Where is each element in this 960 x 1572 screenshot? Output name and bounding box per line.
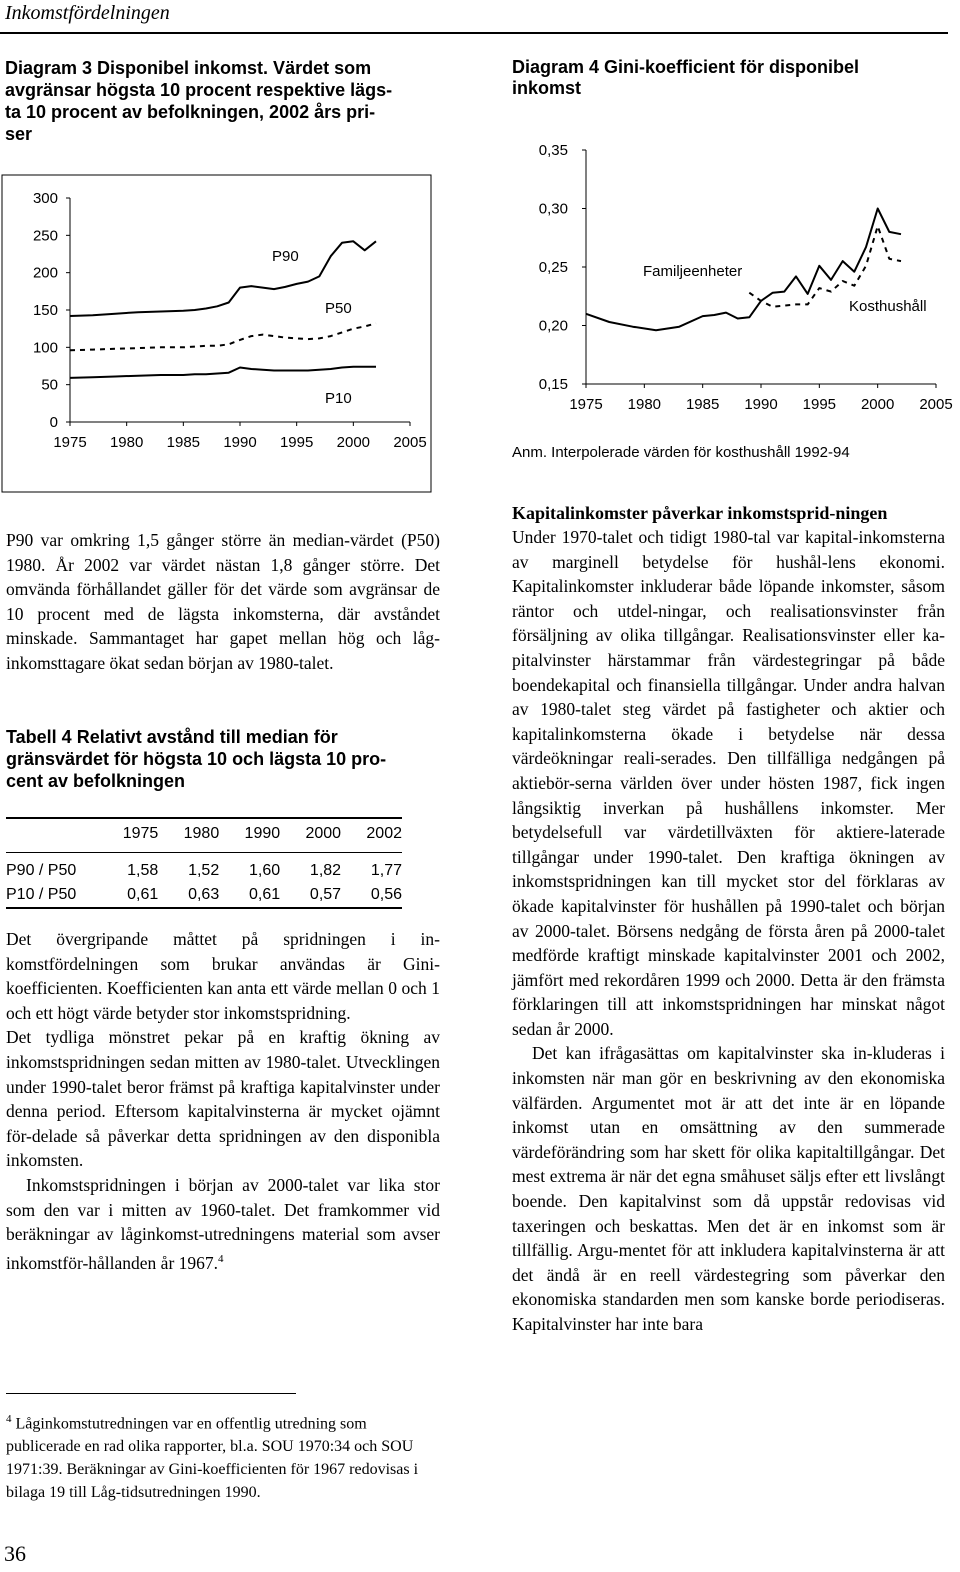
table4 [6,822,402,909]
table-header-row [6,822,402,846]
x-tick-label: 2005 [919,396,953,413]
table4-title-line: cent av befolkningen [6,771,186,791]
table-header-cell: 2000 [305,825,342,842]
table-header-cell: 1975 [122,825,159,842]
footnote-rule [6,1393,296,1394]
left-para-2 [6,927,440,1275]
x-tick-label: 2000 [336,434,371,451]
table-cell: 0,61 [97,883,158,908]
y-tick-label: 200 [32,264,58,282]
diagram3-title [5,57,435,145]
diagram4-note: Anm. Interpolerade värden för kosthushåll 1992-94 [512,444,850,461]
diagram3-chart [0,160,440,496]
footnote-ref: 4 [218,1252,224,1265]
x-tick-label: 1990 [223,434,257,451]
diagram3-title-line: ta 10 procent av befolkningen, 2002 års pri- [5,102,376,122]
table-cell: P10 / P50 [6,883,97,908]
footnote-number: 4 [6,1413,12,1425]
table-header-cell: 2002 [366,825,402,842]
table4-title-line: Tabell 4 Relativt avstånd till median för [6,727,338,747]
paragraph: Under 1970-talet och tidigt 1980-tal var kapital-inkomsterna av marginell betydelse för hushål-lens ekonomi. Kapitalinkomster inkluderar både löpande inkomster, såsom räntor och utdel-ningar, och realisationsvinster från försäljning av olika tillgångar. Realisationsvinster eller ka-pitalvinster härstammar från värdestegringar på både boendekapital och finansiella tillgångar. Under andra halvan av 1980-talet steg värdet på fastigheter och aktier och kapitalinkomsterna ökade i betydelse när dessa värdeökningar reali-serades. Den tillfälliga nedgången på aktiebör-serna världen över under hösten 1987, fick ingen långsiktig inverkan på hushållens inkomster. Mer betydelsefull var värdetillväxten för aktiere-laterade tillgångar under 1990-talet. Den kraftiga ökningen av inkomstspridningen kan till mycket stor del förklaras av ökade kapitalvinster för hushållen på 1990-talet och början av 2000-talet. Börsens nedgång de första åren på 2000-talet medförde kraftigt minskade kapitalvinster 2001 och 2002, jämfört med rekordåren 1999 och 2000. Detta är den främsta förklaringen till att inkomstspridningen har minskat något sedan år 2000. [512,527,945,1039]
x-tick-label: 1995 [279,434,314,451]
paragraph: P90 var omkring 1,5 gånger större än median-värdet (P50) 1980. År 2002 var värdet nästan 1,8 gånger större. Det omvända förhållandet gäller för det värde som avgränsar de 10 procent med de lägsta inkomsterna, där avståndet minskade. Sammantaget har gapet mellan hög och låg-inkomsttagare ökat sedan början av 1980-talet. [6,530,440,673]
series-line-p50 [70,323,376,350]
table-row [6,883,402,908]
table-cell: 0,57 [280,883,341,908]
diagram4-title [512,57,932,99]
paragraph: Det övergripande måttet på spridningen i in-komstfördelningen som brukar användas är Gini-koefficienten. Koefficienten kan anta ett värde mellan 0 och 1 och ett högt värde betyder stor inkomstspridning. [6,929,440,1023]
paragraph: Det tydliga mönstret pekar på en kraftig ökning av inkomstspridningen sedan mitten av 1980-talet. Utvecklingen under 1990-talet beror främst på kraftiga kapitalvinster under denna period. Eftersom kapitalvinsterna är mycket ojämnt för-delade så påverkar detta spridningen av den disponibla inkomsten. [6,1027,440,1171]
table-cell: 0,56 [341,883,402,908]
series-label-p50: P50 [325,300,352,317]
table4-top-rule [6,817,402,819]
x-tick-label: 2000 [860,396,895,413]
series-label-p90: P90 [272,248,299,265]
table4-title-line: gränsvärdet för högsta 10 och lägsta 10 pro- [6,749,387,769]
running-header: Inkomstfördelningen [5,2,170,24]
x-tick-label: 1980 [627,396,662,413]
diagram3-title-line: Diagram 3 Disponibel inkomst. Värdet som [5,58,372,78]
table-cell: P90 / P50 [6,862,77,879]
x-tick-label: 1985 [685,396,720,413]
y-tick-label: 150 [32,302,58,319]
table-header-cell [6,822,97,846]
x-tick-label: 1995 [802,396,837,413]
footnote [6,1408,438,1504]
footnote-text: Låginkomstutredningen var en offentlig utredning som publicerade en rad olika rapporter, bl.a. SOU 1970:34 och SOU 1971:39. Beräkningar av Gini-koefficienten för 1967 redovisas i bilaga 19 till Låg-tidsutredningen 1990. [6,1415,419,1502]
x-tick-label: 1990 [744,396,778,413]
paragraph-text: Inkomstspridningen i början av 2000-talet var lika stor som den var i mitten av 1960-talet. Det framkommer vid beräkningar av låginkomst-utredningens material som avser inkomstför-hållanden år 1967. [6,1174,440,1273]
y-tick-label: 0,30 [538,200,568,218]
left-para-1 [6,528,440,676]
page-number: 36 [4,1541,26,1566]
table-cell: 0,61 [219,883,280,908]
table4-title [6,726,446,792]
paragraph [6,1173,440,1275]
table-cell: 1,82 [309,862,342,879]
series-label-p10: P10 [325,390,352,407]
diagram4-chart [510,130,956,430]
table-row [6,859,402,883]
table-cell: 0,63 [158,883,219,908]
y-tick-label: 300 [32,190,58,207]
y-tick-label: 100 [32,339,58,357]
section-heading: Kapitalinkomster påverkar inkomstsprid-ningen [512,503,888,523]
series-label-kosthushall: Kosthushåll [849,298,927,315]
series-line-p10 [70,367,376,378]
table-cell: 1,77 [370,862,402,879]
x-tick-label: 2005 [393,434,427,451]
table-header-cell: 1980 [183,825,220,842]
header-rule [0,32,948,34]
y-tick-label: 0 [49,414,58,431]
x-tick-label: 1975 [53,434,87,451]
x-tick-label: 1975 [569,396,603,413]
series-line-kosthush-ll [749,226,901,307]
x-tick-label: 1985 [166,434,201,451]
x-tick-label: 1980 [109,434,144,451]
diagram4-title-line: Diagram 4 Gini-koefficient för disponibel [512,57,860,77]
y-tick-label: 0,20 [538,317,568,335]
table-cell: 1,60 [249,862,281,879]
paragraph: Det kan ifrågasättas om kapitalvinster ska in-kluderas i inkomsten när man gör en beskrivning av den ekonomiska välfärden. Argumentet mot är att det inte är en löpande inkomst utan en omsättning av den summerade värdeförändring som har skett för olika kapitaltillgångar. Det mest extrema är när det egna småhuset säljs efter ett livslångt boende. Den kapitalvinst som då uppstår redovisas vid taxeringen och beskattas. Men det är en inkomst som är tillfällig. Argu-mentet för att inkludera kapitalvinsterna är att det ändå är en reell värdestegring som påverkar den ekonomiska standarden men som kanske borde periodiseras. Kapitalvinster har inte bara [512,1043,945,1334]
series-label-familjeenheter: Familjeenheter [643,263,743,280]
table-header-cell: 1990 [244,825,281,842]
diagram4-title-line: inkomst [512,78,582,98]
right-column [512,501,945,1337]
y-tick-label: 50 [41,376,58,394]
table-cell: 1,52 [188,862,220,879]
y-tick-label: 0,15 [538,376,568,393]
y-tick-label: 0,25 [538,259,568,276]
y-tick-label: 250 [32,227,58,245]
table-cell: 1,58 [127,862,159,879]
y-tick-label: 0,35 [538,142,568,159]
diagram3-title-line: avgränsar högsta 10 procent respektive lägs- [5,80,393,100]
diagram3-title-line: ser [5,124,33,144]
